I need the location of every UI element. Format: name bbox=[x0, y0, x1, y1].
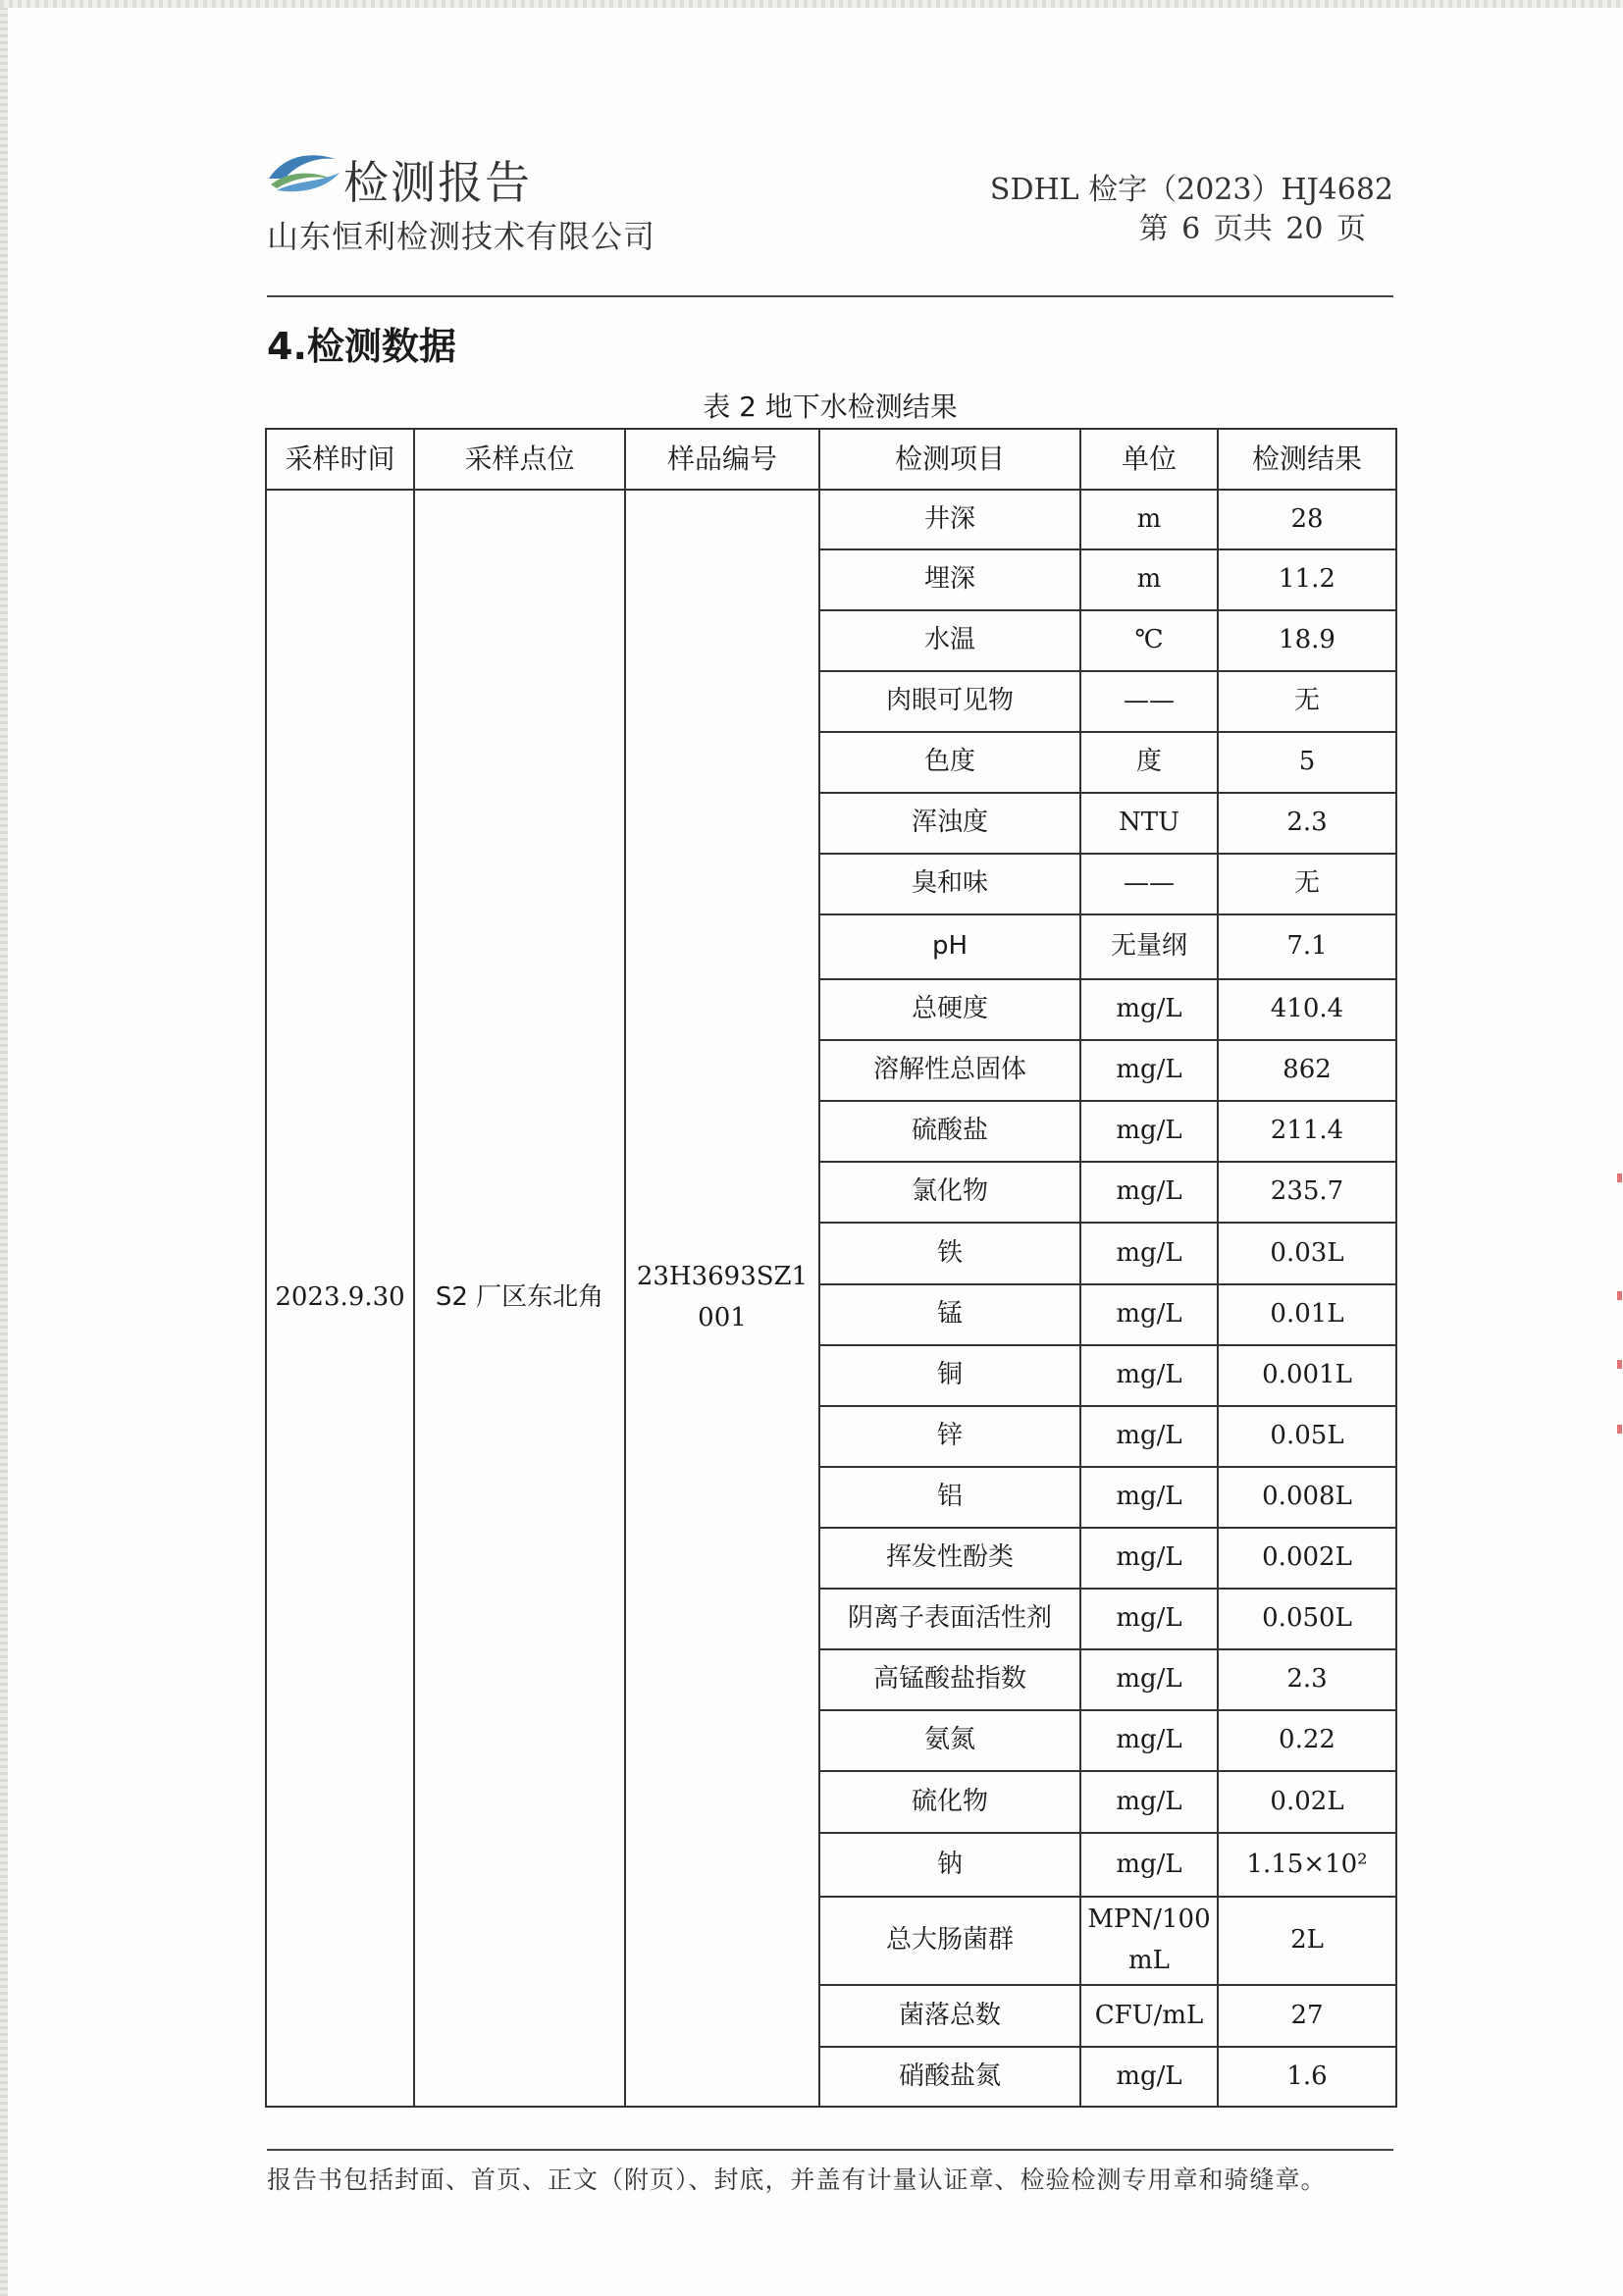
table-header-row bbox=[266, 429, 1396, 490]
unit-cell: m bbox=[1080, 490, 1218, 549]
groundwater-results-table bbox=[265, 428, 1397, 2108]
table-caption: 表 2 地下水检测结果 bbox=[703, 391, 958, 423]
sample-site-cell: S2 厂区东北角 bbox=[414, 490, 625, 2107]
item-cell: 总大肠菌群 bbox=[819, 1897, 1080, 1985]
unit-cell: mg/L bbox=[1080, 1406, 1218, 1467]
item-cell: 硫化物 bbox=[819, 1771, 1080, 1833]
item-cell: 总硬度 bbox=[819, 979, 1080, 1040]
unit-cell: mg/L bbox=[1080, 1284, 1218, 1345]
result-cell: 无 bbox=[1218, 854, 1396, 914]
item-cell: 肉眼可见物 bbox=[819, 671, 1080, 732]
result-cell: 无 bbox=[1218, 671, 1396, 732]
item-cell: 水温 bbox=[819, 610, 1080, 671]
result-cell: 862 bbox=[1218, 1040, 1396, 1101]
item-cell: 菌落总数 bbox=[819, 1985, 1080, 2047]
item-cell: 阴离子表面活性剂 bbox=[819, 1589, 1080, 1649]
report-title: 检测报告 bbox=[343, 156, 532, 209]
unit-cell: mg/L bbox=[1080, 1833, 1218, 1897]
sample-time-cell: 2023.9.30 bbox=[266, 490, 414, 2107]
result-cell: 410.4 bbox=[1218, 979, 1396, 1040]
header-cell: 采样时间 bbox=[266, 429, 414, 490]
item-cell: 铝 bbox=[819, 1467, 1080, 1528]
result-cell: 0.22 bbox=[1218, 1710, 1396, 1771]
scan-border-left bbox=[0, 0, 8, 2296]
section-title: 4.检测数据 bbox=[267, 325, 456, 368]
result-cell: 0.03L bbox=[1218, 1223, 1396, 1284]
footer-divider bbox=[267, 2149, 1393, 2151]
result-cell: 0.050L bbox=[1218, 1589, 1396, 1649]
result-cell: 1.6 bbox=[1218, 2047, 1396, 2107]
result-cell: 5 bbox=[1218, 732, 1396, 793]
unit-cell: 无量纲 bbox=[1080, 914, 1218, 979]
unit-cell: —— bbox=[1080, 671, 1218, 732]
unit-cell: 度 bbox=[1080, 732, 1218, 793]
company-name: 山东恒利检测技术有限公司 bbox=[267, 218, 656, 255]
item-cell: 钠 bbox=[819, 1833, 1080, 1897]
unit-cell: ℃ bbox=[1080, 610, 1218, 671]
result-cell: 0.008L bbox=[1218, 1467, 1396, 1528]
scan-border-top bbox=[0, 0, 1623, 8]
unit-cell: mg/L bbox=[1080, 1710, 1218, 1771]
unit-cell: m bbox=[1080, 549, 1218, 610]
item-cell: 锌 bbox=[819, 1406, 1080, 1467]
unit-cell: mg/L bbox=[1080, 1345, 1218, 1406]
item-cell: 硫酸盐 bbox=[819, 1101, 1080, 1162]
unit-cell: MPN/100mL bbox=[1080, 1897, 1218, 1985]
result-cell: 28 bbox=[1218, 490, 1396, 549]
unit-cell: mg/L bbox=[1080, 1101, 1218, 1162]
unit-cell: mg/L bbox=[1080, 1162, 1218, 1223]
item-cell: 氯化物 bbox=[819, 1162, 1080, 1223]
unit-cell: mg/L bbox=[1080, 1589, 1218, 1649]
header-divider bbox=[267, 295, 1393, 297]
unit-cell: mg/L bbox=[1080, 1771, 1218, 1833]
item-cell: 锰 bbox=[819, 1284, 1080, 1345]
unit-cell: mg/L bbox=[1080, 2047, 1218, 2107]
unit-cell: NTU bbox=[1080, 793, 1218, 854]
seal-edge-mark bbox=[1617, 1291, 1622, 1300]
item-cell: 色度 bbox=[819, 732, 1080, 793]
item-cell: 铁 bbox=[819, 1223, 1080, 1284]
result-cell: 0.01L bbox=[1218, 1284, 1396, 1345]
item-cell: 氨氮 bbox=[819, 1710, 1080, 1771]
result-cell: 0.02L bbox=[1218, 1771, 1396, 1833]
item-cell: 埋深 bbox=[819, 549, 1080, 610]
unit-cell: mg/L bbox=[1080, 979, 1218, 1040]
result-cell: 7.1 bbox=[1218, 914, 1396, 979]
result-cell: 11.2 bbox=[1218, 549, 1396, 610]
result-cell: 18.9 bbox=[1218, 610, 1396, 671]
header-cell: 样品编号 bbox=[625, 429, 819, 490]
seal-edge-mark bbox=[1617, 1425, 1622, 1434]
item-cell: 臭和味 bbox=[819, 854, 1080, 914]
result-cell: 27 bbox=[1218, 1985, 1396, 2047]
result-cell: 2L bbox=[1218, 1897, 1396, 1985]
header-cell: 采样点位 bbox=[414, 429, 625, 490]
unit-cell: mg/L bbox=[1080, 1223, 1218, 1284]
item-cell: pH bbox=[819, 914, 1080, 979]
item-cell: 挥发性酚类 bbox=[819, 1528, 1080, 1589]
header-cell: 单位 bbox=[1080, 429, 1218, 490]
result-cell: 0.002L bbox=[1218, 1528, 1396, 1589]
result-cell: 0.05L bbox=[1218, 1406, 1396, 1467]
seal-edge-mark bbox=[1617, 1174, 1622, 1182]
item-cell: 硝酸盐氮 bbox=[819, 2047, 1080, 2107]
unit-cell: CFU/mL bbox=[1080, 1985, 1218, 2047]
item-cell: 高锰酸盐指数 bbox=[819, 1649, 1080, 1710]
unit-cell: mg/L bbox=[1080, 1040, 1218, 1101]
seal-edge-mark bbox=[1617, 1360, 1622, 1369]
company-logo-icon bbox=[267, 145, 349, 200]
table-row bbox=[266, 490, 1396, 549]
report-number: SDHL 检字（2023）HJ4682 bbox=[989, 173, 1393, 207]
header-cell: 检测结果 bbox=[1218, 429, 1396, 490]
result-cell: 1.15×10² bbox=[1218, 1833, 1396, 1897]
item-cell: 溶解性总固体 bbox=[819, 1040, 1080, 1101]
item-cell: 铜 bbox=[819, 1345, 1080, 1406]
unit-cell: mg/L bbox=[1080, 1649, 1218, 1710]
unit-cell: mg/L bbox=[1080, 1467, 1218, 1528]
unit-cell: —— bbox=[1080, 854, 1218, 914]
result-cell: 2.3 bbox=[1218, 793, 1396, 854]
result-cell: 2.3 bbox=[1218, 1649, 1396, 1710]
item-cell: 井深 bbox=[819, 490, 1080, 549]
unit-cell: mg/L bbox=[1080, 1528, 1218, 1589]
item-cell: 浑浊度 bbox=[819, 793, 1080, 854]
footer-note: 报告书包括封面、首页、正文（附页）、封底，并盖有计量认证章、检验检测专用章和骑缝章。 bbox=[267, 2166, 1327, 2194]
page-info: 第 6 页共 20 页 bbox=[1138, 212, 1366, 246]
result-cell: 0.001L bbox=[1218, 1345, 1396, 1406]
sample-id-cell: 23H3693SZ1001 bbox=[625, 490, 819, 2107]
result-cell: 235.7 bbox=[1218, 1162, 1396, 1223]
result-cell: 211.4 bbox=[1218, 1101, 1396, 1162]
header-cell: 检测项目 bbox=[819, 429, 1080, 490]
